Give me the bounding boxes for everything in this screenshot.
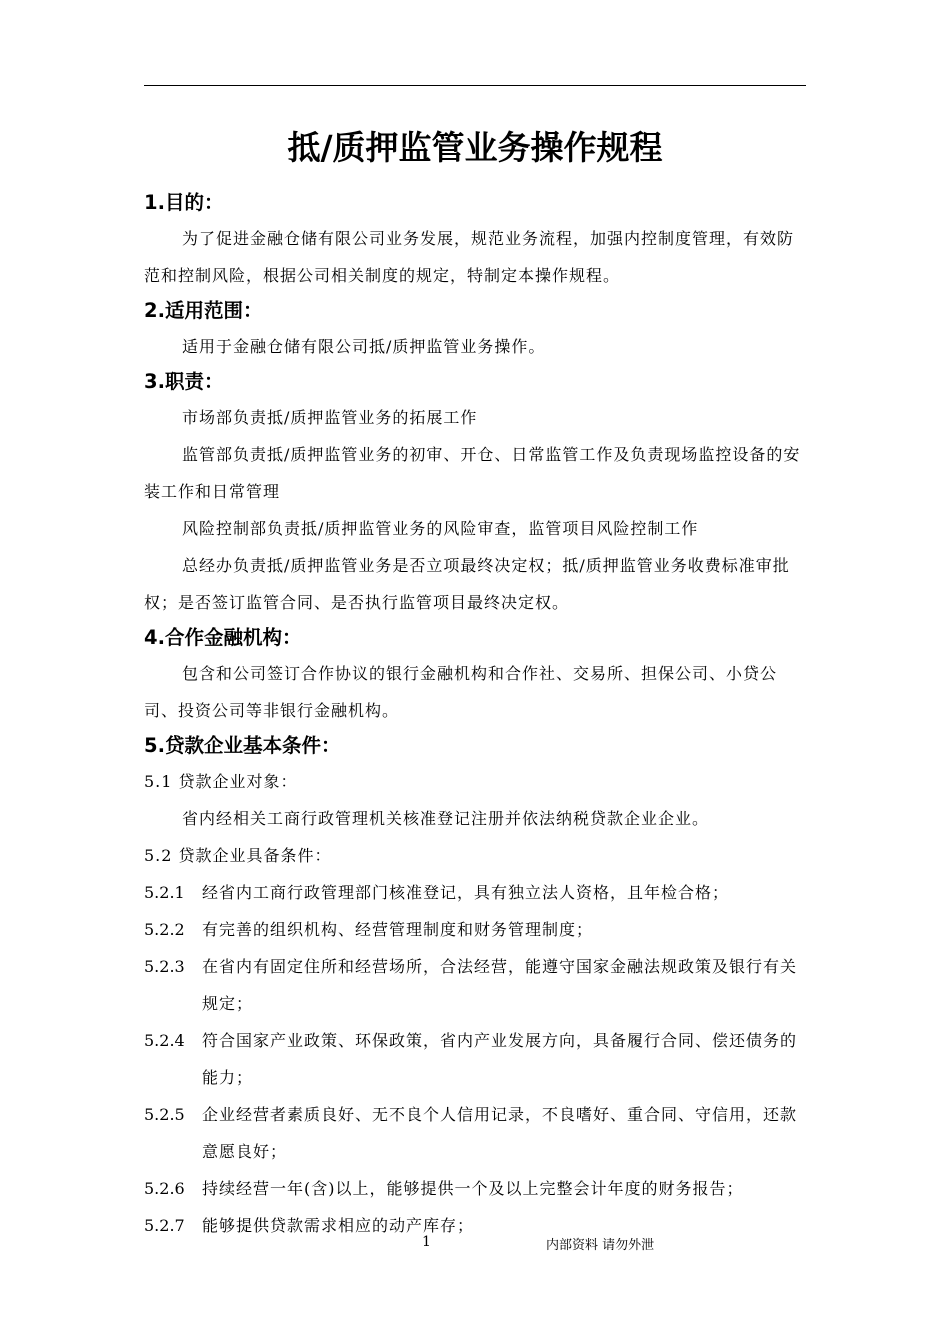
page-number: 1	[422, 1234, 431, 1250]
list-item	[144, 874, 806, 911]
section-1-paragraph: 为了促进金融仓储有限公司业务发展，规范业务流程，加强内控制度管理，有效防范和控制风险，根据公司相关制度的规定，特制定本操作规程。	[144, 229, 795, 285]
section-3-paragraph-1: 市场部负责抵/质押监管业务的拓展工作	[182, 408, 478, 427]
section-3-paragraph-3: 风险控制部负责抵/质押监管业务的风险审查，监管项目风险控制工作	[182, 519, 699, 538]
list-item	[144, 911, 806, 948]
list-item-number: 5.2.3	[144, 957, 185, 976]
document-body	[144, 186, 806, 1244]
list-item	[144, 948, 806, 1022]
list-item-text: 经省内工商行政管理部门核准登记，具有独立法人资格，且年检合格；	[202, 883, 730, 902]
subsection-5-2-heading: 5.2 贷款企业具备条件：	[144, 846, 332, 865]
section-2-heading: 2.适用范围：	[144, 299, 263, 322]
section-3-heading: 3.职责：	[144, 370, 224, 393]
list-item-number: 5.2.4	[144, 1031, 185, 1050]
list-item-number: 5.2.5	[144, 1105, 185, 1124]
header-rule	[144, 85, 806, 86]
subsection-5-1-text: 省内经相关工商行政管理机关核准登记注册并依法纳税贷款企业企业。	[182, 809, 710, 828]
list-item-number: 5.2.6	[144, 1179, 185, 1198]
section-1-heading: 1.目的：	[144, 191, 224, 214]
confidential-note: 内部资料 请勿外泄	[546, 1238, 655, 1253]
list-item	[144, 1170, 806, 1207]
section-3-paragraph-2: 监管部负责抵/质押监管业务的初审、开仓、日常监管工作及负责现场监控设备的安装工作和日常管理	[144, 445, 801, 501]
list-item-text: 在省内有固定住所和经营场所，合法经营，能遵守国家金融法规政策及银行有关规定；	[202, 957, 798, 1013]
section-3-paragraph-4: 总经办负责抵/质押监管业务是否立项最终决定权；抵/质押监管业务收费标准审批权；是否签订监管合同、是否执行监管项目最终决定权。	[144, 556, 790, 612]
list-item	[144, 1022, 806, 1096]
section-5-heading: 5.贷款企业基本条件：	[144, 734, 341, 757]
list-item-number: 5.2.2	[144, 920, 185, 939]
section-2-paragraph: 适用于金融仓储有限公司抵/质押监管业务操作。	[182, 337, 546, 356]
page-title: 抵/质押监管业务操作规程	[287, 128, 663, 167]
list-item	[144, 1096, 806, 1170]
list-item-text: 企业经营者素质良好、无不良个人信用记录，不良嗜好、重合同、守信用，还款意愿良好；	[202, 1105, 798, 1161]
section-4-paragraph: 包含和公司签订合作协议的银行金融机构和合作社、交易所、担保公司、小贷公司、投资公司等非银行金融机构。	[144, 664, 778, 720]
list-item-text: 有完善的组织机构、经营管理制度和财务管理制度；	[202, 920, 594, 939]
list-item-text: 符合国家产业政策、环保政策，省内产业发展方向，具备履行合同、偿还债务的能力；	[202, 1031, 798, 1087]
list-item	[144, 1207, 806, 1244]
section-4-heading: 4.合作金融机构：	[144, 626, 302, 649]
list-item-number: 5.2.1	[144, 883, 185, 902]
list-item-number: 5.2.7	[144, 1216, 185, 1235]
list-item-text: 持续经营一年(含)以上，能够提供一个及以上完整会计年度的财务报告；	[202, 1179, 744, 1198]
subsection-5-1-heading: 5.1 贷款企业对象：	[144, 772, 298, 791]
list-item-text: 能够提供贷款需求相应的动产库存；	[202, 1216, 475, 1235]
